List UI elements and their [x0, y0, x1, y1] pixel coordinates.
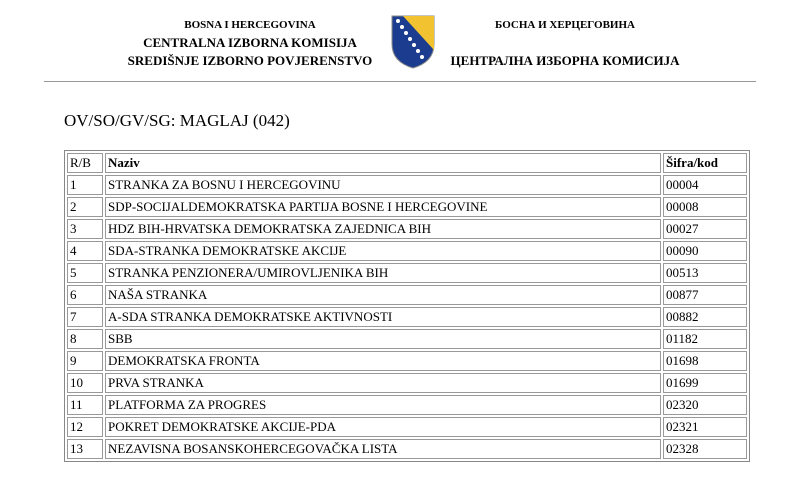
header-right — [440, 16, 690, 70]
cell-rb: 4 — [67, 241, 103, 261]
coat-of-arms-icon — [390, 14, 436, 70]
cell-rb: 1 — [67, 175, 103, 195]
cell-party-name: PRVA STRANKA — [105, 373, 661, 393]
cell-party-name: SDA-STRANKA DEMOKRATSKE AKCIJE — [105, 241, 661, 261]
cell-party-code: 01182 — [663, 329, 747, 349]
cell-party-name: STRANKA PENZIONERA/UMIROVLJENIKA BIH — [105, 263, 661, 283]
cell-rb: 5 — [67, 263, 103, 283]
column-header-code: Šifra/kod — [663, 153, 747, 173]
cell-party-name: POKRET DEMOKRATSKE AKCIJE-PDA — [105, 417, 661, 437]
parties-table — [64, 150, 750, 462]
cell-party-code: 01699 — [663, 373, 747, 393]
cell-rb: 9 — [67, 351, 103, 371]
cell-rb: 6 — [67, 285, 103, 305]
cell-rb: 12 — [67, 417, 103, 437]
table-row — [67, 351, 747, 371]
cell-rb: 11 — [67, 395, 103, 415]
cell-party-name: NEZAVISNA BOSANSKOHERCEGOVAČKA LISTA — [105, 439, 661, 459]
table-row — [67, 307, 747, 327]
cell-party-code: 00882 — [663, 307, 747, 327]
table-header-row — [67, 153, 747, 173]
cell-party-code: 00004 — [663, 175, 747, 195]
cell-rb: 8 — [67, 329, 103, 349]
commission-name-latin: CENTRALNA IZBORNA KOMISIJA — [143, 35, 357, 50]
table-row — [67, 175, 747, 195]
table-row — [67, 417, 747, 437]
cell-party-code: 00513 — [663, 263, 747, 283]
cell-party-name: HDZ BIH-HRVATSKA DEMOKRATSKA ZAJEDNICA BIH — [105, 219, 661, 239]
country-name-latin: BOSNA I HERCEGOVINA — [184, 19, 316, 31]
table-row — [67, 263, 747, 283]
table-row — [67, 373, 747, 393]
cell-party-name: PLATFORMA ZA PROGRES — [105, 395, 661, 415]
table-row — [67, 197, 747, 217]
table-row — [67, 219, 747, 239]
cell-party-name: NAŠA STRANKA — [105, 285, 661, 305]
cell-party-name: A-SDA STRANKA DEMOKRATSKE AKTIVNOSTI — [105, 307, 661, 327]
cell-rb: 10 — [67, 373, 103, 393]
cell-party-code: 02320 — [663, 395, 747, 415]
cell-rb: 13 — [67, 439, 103, 459]
commission-name-croatian: SREDIŠNJE IZBORNO POVJERENSTVO — [127, 53, 373, 68]
cell-rb: 3 — [67, 219, 103, 239]
column-header-name: Naziv — [105, 153, 661, 173]
cell-party-code: 00877 — [663, 285, 747, 305]
cell-party-name: DEMOKRATSKA FRONTA — [105, 351, 661, 371]
cell-party-name: SBB — [105, 329, 661, 349]
cell-party-name: STRANKA ZA BOSNU I HERCEGOVINU — [105, 175, 661, 195]
table-row — [67, 329, 747, 349]
cell-party-code: 01698 — [663, 351, 747, 371]
table-row — [67, 241, 747, 261]
column-header-rb: R/B — [67, 153, 103, 173]
table-row — [67, 439, 747, 459]
cell-party-code: 00008 — [663, 197, 747, 217]
table-row — [67, 285, 747, 305]
cell-party-code: 00027 — [663, 219, 747, 239]
cell-party-code: 02321 — [663, 417, 747, 437]
table-row — [67, 395, 747, 415]
country-name-cyrillic: БОСНА И ХЕРЦЕГОВИНА — [495, 19, 635, 31]
cell-party-code: 00090 — [663, 241, 747, 261]
municipality-title: OV/SO/GV/SG: MAGLAJ (042) — [64, 111, 290, 130]
cell-rb: 7 — [67, 307, 103, 327]
header-left — [120, 16, 380, 70]
cell-party-name: SDP-SOCIJALDEMOKRATSKA PARTIJA BOSNE I HERCEGOVINE — [105, 197, 661, 217]
header-divider — [44, 81, 756, 82]
cell-rb: 2 — [67, 197, 103, 217]
cell-party-code: 02328 — [663, 439, 747, 459]
commission-name-cyrillic: ЦЕНТРАЛНА ИЗБОРНА КОМИСИЈА — [450, 53, 680, 68]
